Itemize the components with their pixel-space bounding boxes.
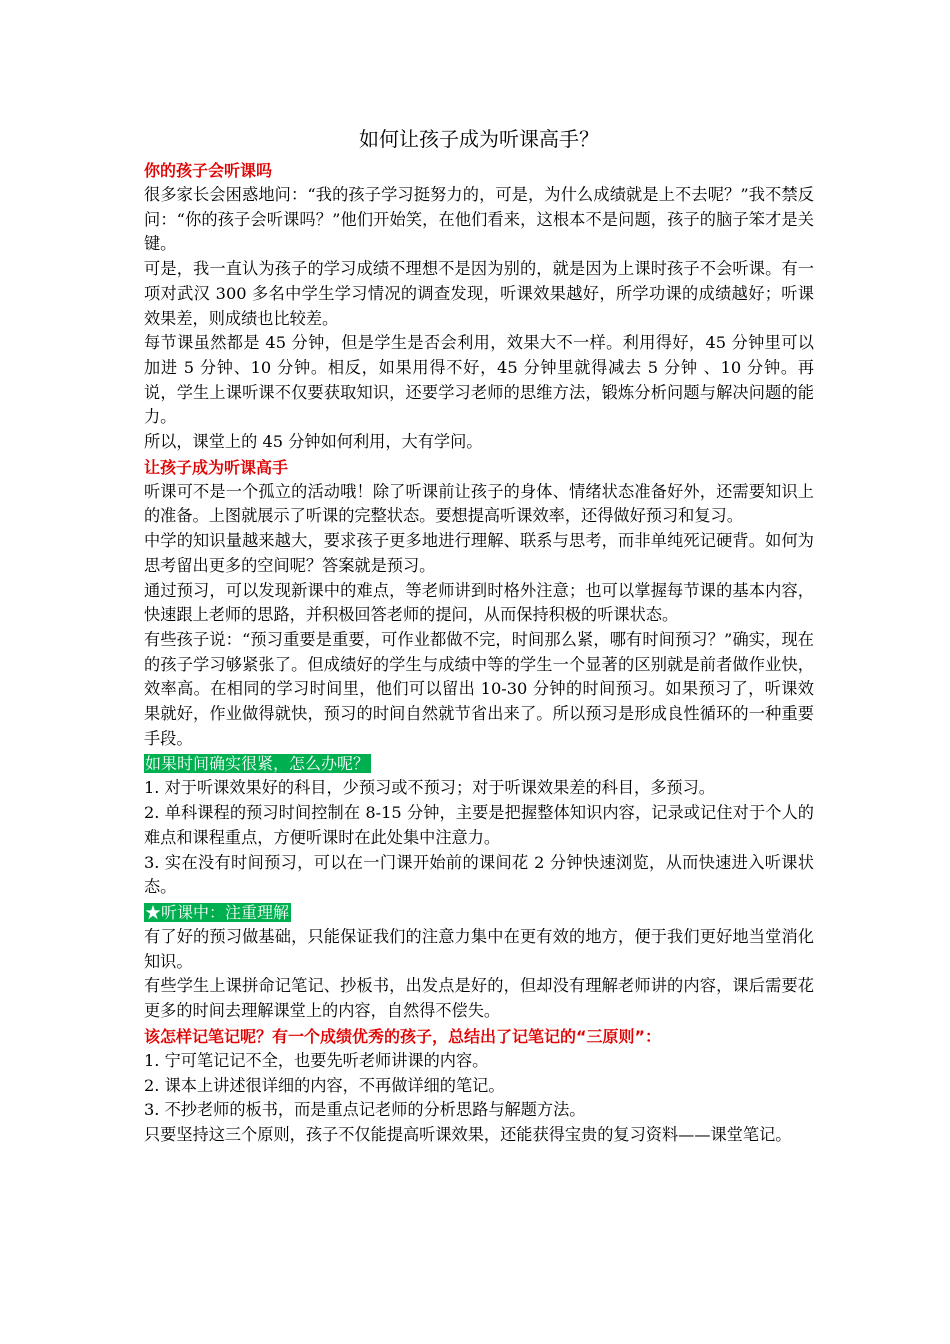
paragraph: 有了好的预习做基础，只能保证我们的注意力集中在更有效的地方，便于我们更好地当堂消化知识。 xyxy=(144,926,814,971)
list-item: 2. 单科课程的预习时间控制在 8-15 分钟，主要是把握整体知识内容，记录或记住对于个人的难点和课程重点，方便听课时在此处集中注意力。 xyxy=(144,803,814,847)
highlight-heading-understand: ★听课中：注重理解 xyxy=(145,902,290,922)
section-heading-notes: 该怎样记笔记呢？有一个成绩优秀的孩子，总结出了记笔记的“三原则”： xyxy=(144,1026,662,1046)
list-item: 2. 课本上讲述很详细的内容，不再做详细的笔记。 xyxy=(144,1075,505,1095)
paragraph: 中学的知识量越来越大，要求孩子更多地进行理解、联系与思考，而非单纯死记硬背。如何为思考留出更多的空间呢？答案就是预习。 xyxy=(144,531,814,575)
highlight-heading-wrapper xyxy=(144,751,814,776)
paragraph: 所以，课堂上的 45 分钟如何利用，大有学问。 xyxy=(144,432,483,452)
section-heading-master: 让孩子成为听课高手 xyxy=(144,457,289,477)
list-item: 1. 宁可笔记记不全，也要先听老师讲课的内容。 xyxy=(144,1050,489,1070)
highlight-heading-time: 如果时间确实很紧，怎么办呢？ xyxy=(145,754,370,774)
paragraph: 通过预习，可以发现新课中的难点，等老师讲到时格外注意；也可以掌握每节课的基本内容，快速跟上老师的思路，并积极回答老师的提问，从而保持积极的听课状态。 xyxy=(144,580,814,625)
paragraph: 很多家长会困惑地问：“我的孩子学习挺努力的，可是，为什么成绩就是上不去呢？”我不禁反问：“你的孩子会听课吗？”他们开始笑，在他们看来，这根本不是问题，孩子的脑子笨才是关键。 xyxy=(144,185,814,254)
section-heading-listen: 你的孩子会听课吗 xyxy=(144,161,273,180)
paragraph: 听课可不是一个孤立的活动哦！除了听课前让孩子的身体、情绪状态准备好外，还需要知识上的准备。上图就展示了听课的完整状态。要想提高听课效率，还得做好预习和复习。 xyxy=(144,481,814,526)
list-item: 3. 不抄老师的板书，而是重点记老师的分析思路与解题方法。 xyxy=(144,1100,586,1120)
highlight-heading-wrapper xyxy=(144,900,814,925)
document-title: 如何让孩子成为听课高手？ xyxy=(359,127,599,151)
paragraph: 有些孩子说：“预习重要是重要，可作业都做不完，时间那么紧，哪有时间预习？”确实，现在的孩子学习够紧张了。但成绩好的学生与成绩中等的学生一个显著的区别就是前者做作业快，效率高。在相同的学习时间里，他们可以留出 10-30 分钟的时间预习。如果预习了，听课效果就好，作业做得就快，预习的时间自然就节省出来了。所以预习是形成良性循环的一种重要手段。 xyxy=(144,629,814,748)
list-item: 1. 对于听课效果好的科目，少预习或不预习；对于听课效果差的科目，多预习。 xyxy=(144,778,715,798)
paragraph: 只要坚持这三个原则，孩子不仅能提高听课效果，还能获得宝贵的复习资料——课堂笔记。 xyxy=(144,1124,792,1144)
list-item: 3. 实在没有时间预习，可以在一门课开始前的课间花 2 分钟快速浏览，从而快速进入听课状态。 xyxy=(144,852,814,897)
paragraph: 每节课虽然都是 45 分钟，但是学生是否会利用，效果大不一样。利用得好，45 分钟里可以加进 5 分钟、10 分钟。相反，如果用得不好，45 分钟里就得减去 5 分钟 、10 分钟。再说，学生上课听课不仅要获取知识，还要学习老师的思维方法，锻炼分析问题与解决问题的能力。 xyxy=(144,333,814,427)
paragraph: 可是，我一直认为孩子的学习成绩不理想不是因为别的，就是因为上课时孩子不会听课。有一项对武汉 300 多名中学生学习情况的调查发现，听课效果越好，所学功课的成绩越好；听课效果差，则成绩也比较差。 xyxy=(144,259,814,328)
paragraph: 有些学生上课拼命记笔记、抄板书，出发点是好的，但却没有理解老师讲的内容，课后需要花更多的时间去理解课堂上的内容，自然得不偿失。 xyxy=(144,976,814,1021)
